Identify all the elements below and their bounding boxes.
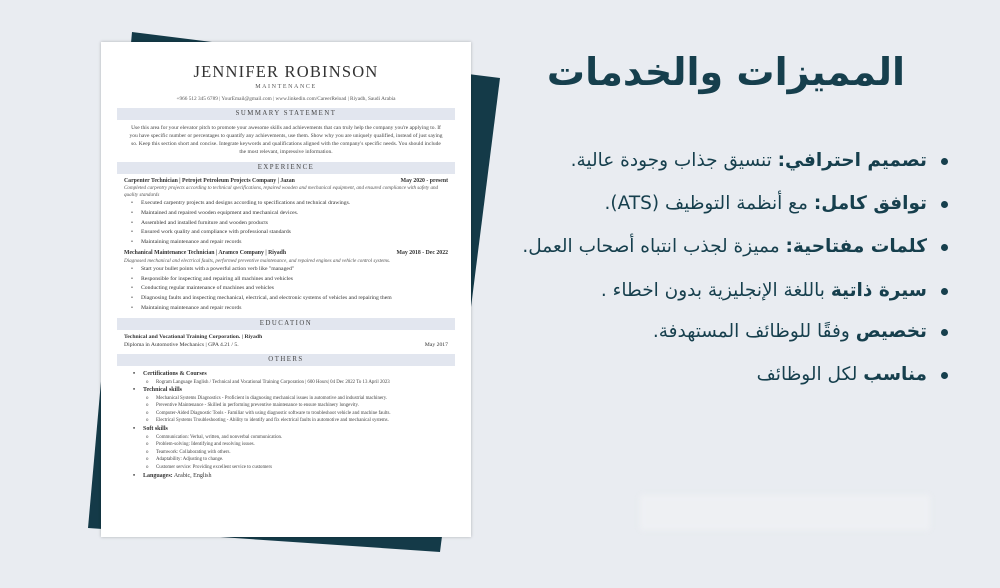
languages-line bbox=[133, 472, 455, 481]
job-description: Diagnosed mechanical and electrical faults, performed preventive maintenance, and repaired engines and vehicle control systems. bbox=[124, 258, 391, 265]
feature-bold: كلمات مفتاحية: bbox=[785, 236, 927, 257]
job-title: Mechanical Maintenance Technician | Aramco Company | Riyadh bbox=[124, 250, 287, 257]
job-bullet: • Maintained and repaired wooden equipment and mechanical devices. bbox=[131, 209, 455, 219]
section-summary: SUMMARY STATEMENT bbox=[117, 108, 455, 120]
feature-text: باللغة الإنجليزية بدون اخطاء . bbox=[600, 280, 831, 301]
feature-item bbox=[604, 193, 948, 214]
feature-text: لكل الوظائف bbox=[756, 364, 864, 385]
bullet-icon bbox=[941, 158, 948, 165]
feature-text: مع أنظمة التوظيف (ATS). bbox=[604, 193, 814, 214]
bullet-icon bbox=[941, 288, 948, 295]
feature-item bbox=[522, 236, 948, 257]
languages-value: Arabic, English bbox=[172, 472, 212, 479]
resume-preview bbox=[101, 42, 471, 537]
job-bullet: • Start your bullet points with a powerful action verb like "managed" bbox=[131, 265, 455, 275]
bullet-icon bbox=[941, 201, 948, 208]
bullet-icon bbox=[941, 244, 948, 251]
others-item: o Computer-Aided Diagnostic Tools - Familiar with using diagnostic software to troubleshoot vehicle and machine faults. bbox=[133, 410, 455, 418]
resume-name: JENNIFER ROBINSON bbox=[193, 62, 379, 81]
others-item: o Problem-solving: Identifying and resolving issues. bbox=[133, 441, 455, 449]
resume-role: MAINTENANCE bbox=[255, 83, 317, 90]
job-bullet: • Executed carpentry projects and designs according to specifications and technical drawings. bbox=[131, 199, 455, 209]
feature-text: تنسيق جذاب وجودة عالية. bbox=[570, 150, 778, 171]
job-entry bbox=[117, 250, 455, 313]
others-item: o Rogram Language English / Technical and Vocational Training Corporation | 600 Hours| 04 Dec 2022 To 13 April 2023 bbox=[133, 379, 455, 387]
others-item: o Adaptability: Adjusting to change. bbox=[133, 456, 455, 464]
job-bullet: • Maintaining maintenance and repair records bbox=[131, 304, 455, 314]
education-date: May 2017 bbox=[424, 341, 448, 348]
job-bullet: • Maintaining maintenance and repair records bbox=[131, 238, 455, 248]
others-heading: • Certifications & Courses bbox=[133, 370, 455, 379]
resume-contact: +966 512 345 6789 | YourEmail@gmail.com | www.linkedin.com/CareerReload | Riyadh, Saudi Arabia bbox=[176, 95, 396, 102]
others-item: o Mechanical Systems Diagnostics - Proficient in diagnosing mechanical issues in automotive and industrial machinery. bbox=[133, 395, 455, 403]
others-heading: • Technical skills bbox=[133, 386, 455, 395]
bullet-icon bbox=[941, 372, 948, 379]
feature-bold: تصميم احترافي: bbox=[777, 150, 927, 171]
section-experience: EXPERIENCE bbox=[117, 162, 455, 174]
job-entry bbox=[117, 178, 455, 248]
feature-bold: توافق كامل: bbox=[813, 193, 927, 214]
feature-bold: تخصيص bbox=[855, 321, 927, 342]
bullet-icon bbox=[941, 329, 948, 336]
others-item: o Teamwork: Collaborating with others. bbox=[133, 449, 455, 457]
feature-text: وفقًا للوظائف المستهدفة. bbox=[652, 321, 856, 342]
feature-bold: مناسب bbox=[863, 364, 927, 385]
others-item: o Electrical Systems Troubleshooting - Ability to identify and fix electrical faults in automotive and mechanical systems. bbox=[133, 417, 455, 425]
others-item: o Communication: Verbal, written, and nonverbal communication. bbox=[133, 434, 455, 442]
section-others: OTHERS bbox=[117, 354, 455, 366]
job-dates: May 2018 - Dec 2022 bbox=[396, 250, 448, 257]
feature-item bbox=[571, 150, 948, 171]
others-item: o Preventive Maintenance - Skilled in performing preventive maintenance to ensure machinery longevity. bbox=[133, 402, 455, 410]
job-bullet: • Conducting regular maintenance of machines and vehicles bbox=[131, 284, 455, 294]
others-item: o Customer service: Providing excellent service to customers bbox=[133, 464, 455, 472]
others-heading: • Soft skills bbox=[133, 425, 455, 434]
education-school: Technical and Vocational Training Corporation. | Riyadh bbox=[124, 334, 263, 341]
section-education: EDUCATION bbox=[117, 318, 455, 330]
decorative-blur bbox=[640, 495, 930, 530]
job-bullet: • Diagnosing faults and inspecting mechanical, electrical, and electronic systems of vehicles and repairing them bbox=[131, 294, 455, 304]
job-title: Carpenter Technician | Petrojet Petroleum Projects Company | Jazan bbox=[124, 177, 295, 184]
feature-text: مميزة لجذب انتباه أصحاب العمل. bbox=[522, 236, 786, 257]
feature-item bbox=[653, 321, 948, 342]
job-bullet: • Responsible for inspecting and repairing all machines and vehicles bbox=[131, 275, 455, 285]
job-dates: May 2020 - present bbox=[400, 177, 448, 184]
page-title: المميزات والخدمات bbox=[546, 50, 905, 94]
job-bullet: • Ensured work quality and compliance with professional standards bbox=[131, 228, 455, 238]
feature-item bbox=[601, 280, 948, 301]
education-entry bbox=[117, 334, 455, 349]
summary-text: Use this area for your elevator pitch to promote your awesome skills and achievements that can truly help the company you're applying to. If you have specific number or percentages to quantify any achievements, use them. Show why you are uniquely qualified, instead of just saying so. Keep this section short and concise. Integrate keywords and qualifications aligned with the company's specific needs. You should include the most relevant, impressive information. bbox=[129, 124, 443, 156]
feature-item bbox=[757, 364, 948, 385]
languages-label: Languages: bbox=[143, 472, 173, 479]
feature-bold: سيرة ذاتية bbox=[830, 280, 927, 301]
job-description: Completed carpentry projects according to technical specifications, repaired wooden and mechanical equipment, and ensured compliance with safety and quality standards bbox=[124, 185, 439, 199]
job-bullet: • Assembled and installed furniture and wooden products bbox=[131, 219, 455, 229]
education-degree: Diploma in Automotive Mechanics | GPA 4.21 / 5. bbox=[124, 341, 239, 348]
